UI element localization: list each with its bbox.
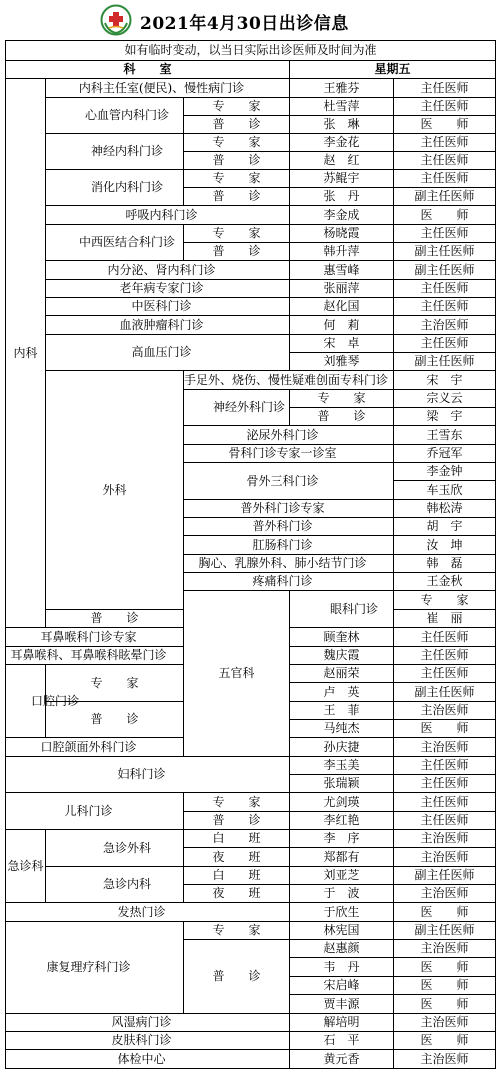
doctor-title-cell: 医 师: [394, 977, 496, 995]
table-row: [6, 1014, 496, 1032]
department-cell: 呼吸内科门诊: [46, 206, 290, 225]
doctor-title-cell: 副主任医师: [394, 922, 496, 940]
column-header-row: [6, 61, 496, 79]
clinic-type-cell: 专 家: [184, 134, 290, 152]
department-cell: 骨外三科门诊: [184, 463, 394, 500]
doctor-title-cell: 主任医师: [394, 152, 496, 170]
doctor-title-cell: 医 师: [394, 903, 496, 922]
department-cell: 中医科门诊: [46, 298, 290, 316]
clinic-type-cell: 夜 班: [184, 885, 290, 903]
doctor-name-cell: 张丽萍: [290, 280, 394, 298]
table-row: [6, 261, 496, 280]
clinic-type-cell: 普 诊: [184, 812, 290, 830]
department-cell: 神经外科门诊: [184, 390, 290, 426]
doctor-name-cell: 杜雪萍: [290, 98, 394, 116]
doctor-title-cell: 主任医师: [394, 170, 496, 188]
department-cell: 发热门诊: [6, 903, 290, 922]
table-row: [6, 280, 496, 298]
doctor-title-cell: 主任医师: [394, 79, 496, 98]
doctor-title-cell: 主任医师: [394, 280, 496, 298]
table-row: [6, 903, 496, 922]
doctor-title-cell: 主任医师: [394, 757, 496, 775]
clinic-type-cell: 普 诊: [184, 243, 290, 261]
department-cell: 耳鼻喉科、耳鼻喉科眩晕门诊: [6, 647, 184, 665]
clinic-type-cell: 普 诊: [184, 940, 290, 1014]
table-row: [6, 757, 496, 775]
doctor-name-cell: 王 菲: [290, 702, 394, 720]
department-cell: 中西医结合科门诊: [46, 225, 184, 261]
doctor-name-cell: 郑都有: [290, 848, 394, 867]
department-cell: 普外科门诊: [184, 518, 394, 536]
doctor-name-cell: 顾奎林: [290, 628, 394, 647]
clinic-type-cell: 夜 班: [184, 848, 290, 867]
doctor-title-cell: 主治医师: [394, 848, 496, 867]
department-cell: 神经内科门诊: [46, 134, 184, 170]
doctor-name-cell: 王雪东: [394, 426, 496, 445]
doctor-name-cell: 宗义云: [394, 390, 496, 408]
doctor-name-cell: 黄元香: [290, 1050, 394, 1069]
doctor-title-cell: 主治医师: [394, 940, 496, 958]
clinic-type-cell: 白 班: [184, 867, 290, 885]
table-row: [6, 206, 496, 225]
doctor-title-cell: 副主任医师: [394, 261, 496, 280]
doctor-name-cell: 宋启峰: [290, 977, 394, 995]
table-row: [6, 79, 496, 98]
department-cell: 骨科门诊专家一诊室: [184, 445, 394, 463]
table-row: [6, 867, 496, 885]
doctor-title-cell: 医 师: [394, 1032, 496, 1050]
doctor-title-cell: 主治医师: [394, 830, 496, 848]
schedule-table: [5, 40, 496, 1069]
doctor-title-cell: 主治医师: [394, 885, 496, 903]
department-cell: 胸心、乳腺外科、肺小结节门诊: [184, 555, 394, 573]
department-cell: 高血压门诊: [46, 335, 290, 371]
doctor-name-cell: 刘雅琴: [290, 353, 394, 371]
table-row: [6, 134, 496, 152]
table-row: [6, 225, 496, 243]
doctor-name-cell: 解培明: [290, 1014, 394, 1032]
doctor-name-cell: 惠雪峰: [290, 261, 394, 280]
table-row: [6, 170, 496, 188]
notice-row: [6, 41, 496, 61]
doctor-name-cell: 韩升萍: [290, 243, 394, 261]
doctor-title-cell: 主任医师: [394, 298, 496, 316]
clinic-type-cell: 普 诊: [184, 152, 290, 170]
department-cell: 耳鼻喉科门诊专家: [6, 628, 184, 647]
department-cell: 普外科门诊专家: [184, 500, 394, 518]
table-row: [6, 793, 496, 812]
major-department-cell: 五官科: [184, 591, 290, 757]
doctor-name-cell: 卢 英: [290, 683, 394, 702]
doctor-title-cell: 副主任医师: [394, 353, 496, 371]
doctor-title-cell: 主任医师: [394, 647, 496, 665]
department-cell: 眼科门诊: [290, 591, 394, 628]
notice-text: 如有临时变动，以当日实际出诊医师及时间为准: [6, 41, 496, 61]
doctor-name-cell: 梁 宇: [394, 408, 496, 426]
doctor-name-cell: 苏鲲宇: [290, 170, 394, 188]
doctor-name-cell: 李金钟: [394, 463, 496, 481]
doctor-name-cell: 王雅芬: [290, 79, 394, 98]
major-department-cell: 急诊科: [6, 830, 46, 903]
department-cell: 儿科门诊: [6, 793, 184, 830]
department-cell: 肛肠科门诊: [184, 536, 394, 555]
doctor-name-cell: 李 序: [290, 830, 394, 848]
clinic-type-cell: 专 家: [184, 793, 290, 812]
doctor-name-cell: 李红艳: [290, 812, 394, 830]
department-cell: 心血管内科门诊: [46, 98, 184, 134]
table-row: [6, 830, 496, 848]
table-row: [6, 298, 496, 316]
doctor-name-cell: 韩 磊: [394, 555, 496, 573]
doctor-name-cell: 韩松涛: [394, 500, 496, 518]
doctor-name-cell: 宋 卓: [290, 335, 394, 353]
department-cell: 疼痛科门诊: [184, 573, 394, 591]
doctor-title-cell: 主任医师: [394, 628, 496, 647]
table-row: [6, 98, 496, 116]
doctor-name-cell: 赵惠颜: [290, 940, 394, 958]
doctor-title-cell: 主任医师: [394, 98, 496, 116]
doctor-title-cell: 主治医师: [394, 316, 496, 335]
table-row: [6, 1050, 496, 1069]
doctor-name-cell: 孙庆捷: [290, 738, 394, 757]
table-row: [6, 1032, 496, 1050]
doctor-name-cell: 何 莉: [290, 316, 394, 335]
department-cell: 急诊内科: [46, 867, 184, 903]
doctor-name-cell: 杨晓霞: [290, 225, 394, 243]
department-cell: 风湿病门诊: [6, 1014, 290, 1032]
table-row: [6, 371, 496, 390]
doctor-name-cell: 车玉欣: [394, 481, 496, 500]
doctor-title-cell: 医 师: [394, 958, 496, 977]
doctor-name-cell: 马纯杰: [290, 720, 394, 738]
doctor-name-cell: 于欣生: [290, 903, 394, 922]
doctor-name-cell: 于 波: [290, 885, 394, 903]
department-cell: 妇科门诊: [6, 757, 290, 793]
doctor-title-cell: 主任医师: [394, 225, 496, 243]
clinic-type-cell: 普 诊: [46, 702, 184, 738]
doctor-name-cell: 王金秋: [394, 573, 496, 591]
clinic-type-cell: 专 家: [184, 225, 290, 243]
doctor-name-cell: 崔 丽: [394, 610, 496, 628]
doctor-title-cell: 主任医师: [394, 335, 496, 353]
page-title: 2021年4月30日出诊信息: [140, 14, 349, 34]
doctor-name-cell: 石 平: [290, 1032, 394, 1050]
doctor-name-cell: 尤剑瑛: [290, 793, 394, 812]
table-row: [6, 316, 496, 335]
doctor-name-cell: 乔冠军: [394, 445, 496, 463]
doctor-title-cell: 医 师: [394, 206, 496, 225]
doctor-title-cell: 主任医师: [394, 665, 496, 683]
column-header-day: 星期五: [290, 61, 496, 79]
doctor-name-cell: 胡 宇: [394, 518, 496, 536]
clinic-type-cell: 专 家: [184, 98, 290, 116]
clinic-type-cell: 专 家: [184, 922, 290, 940]
clinic-type-cell: 专 家: [290, 390, 394, 408]
department-cell: 内科主任室(便民)、慢性病门诊: [46, 79, 290, 98]
department-cell: 急诊外科: [46, 830, 184, 867]
doctor-name-cell: 张瑞颖: [290, 775, 394, 793]
clinic-type-cell: 普 诊: [290, 408, 394, 426]
clinic-type-cell: 普 诊: [46, 610, 184, 628]
doctor-name-cell: 李金花: [290, 134, 394, 152]
doctor-title-cell: 副主任医师: [394, 683, 496, 702]
clinic-type-cell: 专 家: [184, 170, 290, 188]
doctor-title-cell: 副主任医师: [394, 867, 496, 885]
doctor-name-cell: 张 丹: [290, 188, 394, 206]
doctor-name-cell: 林宪国: [290, 922, 394, 940]
doctor-title-cell: 主治医师: [394, 1014, 496, 1032]
doctor-title-cell: 副主任医师: [394, 243, 496, 261]
clinic-type-cell: 白 班: [184, 830, 290, 848]
department-cell: 内分泌、肾内科门诊: [46, 261, 290, 280]
doctor-title-cell: 医 师: [394, 995, 496, 1014]
doctor-name-cell: 韦 丹: [290, 958, 394, 977]
doctor-title-cell: 主治医师: [394, 738, 496, 757]
doctor-name-cell: 李玉美: [290, 757, 394, 775]
doctor-name-cell: 赵丽荣: [290, 665, 394, 683]
doctor-name-cell: 汝 坤: [394, 536, 496, 555]
clinic-type-cell: 普 诊: [184, 116, 290, 134]
doctor-name-cell: 宋 宇: [394, 371, 496, 390]
department-cell: 泌尿外科门诊: [184, 426, 394, 445]
department-cell: 消化内科门诊: [46, 170, 184, 206]
department-cell: 皮肤科门诊: [6, 1032, 290, 1050]
doctor-title-cell: 医 师: [394, 116, 496, 134]
doctor-title-cell: 主任医师: [394, 793, 496, 812]
doctor-name-cell: 张 琳: [290, 116, 394, 134]
doctor-name-cell: 李金成: [290, 206, 394, 225]
column-header-dept: 科 室: [6, 61, 290, 79]
doctor-title-cell: 主治医师: [394, 702, 496, 720]
doctor-name-cell: 刘亚芝: [290, 867, 394, 885]
table-row: [6, 335, 496, 353]
clinic-type-cell: 专 家: [394, 591, 496, 610]
doctor-name-cell: 赵化国: [290, 298, 394, 316]
department-cell: 老年病专家门诊: [46, 280, 290, 298]
major-department-cell: 内科: [6, 79, 46, 628]
department-cell: 体检中心: [6, 1050, 290, 1069]
hospital-logo-icon: [100, 4, 132, 36]
department-cell: 血液肿瘤科门诊: [46, 316, 290, 335]
table-row: [6, 922, 496, 940]
department-cell: 口腔颌面外科门诊: [6, 738, 184, 757]
doctor-name-cell: 赵 红: [290, 152, 394, 170]
doctor-title-cell: 医 师: [394, 720, 496, 738]
major-department-cell: 外科: [46, 371, 184, 610]
department-cell: 康复理疗科门诊: [6, 922, 184, 1014]
clinic-type-cell: 普 诊: [184, 188, 290, 206]
doctor-title-cell: 主治医师: [394, 1050, 496, 1069]
clinic-type-cell: 专 家: [46, 665, 184, 702]
doctor-title-cell: 主任医师: [394, 812, 496, 830]
doctor-title-cell: 副主任医师: [394, 188, 496, 206]
department-cell: 口腔门诊: [6, 665, 46, 738]
doctor-name-cell: 魏庆霞: [290, 647, 394, 665]
doctor-name-cell: 贾丰源: [290, 995, 394, 1014]
doctor-title-cell: 主任医师: [394, 775, 496, 793]
department-cell: 手足外、烧伤、慢性疑难创面专科门诊: [184, 371, 394, 390]
doctor-title-cell: 主任医师: [394, 134, 496, 152]
